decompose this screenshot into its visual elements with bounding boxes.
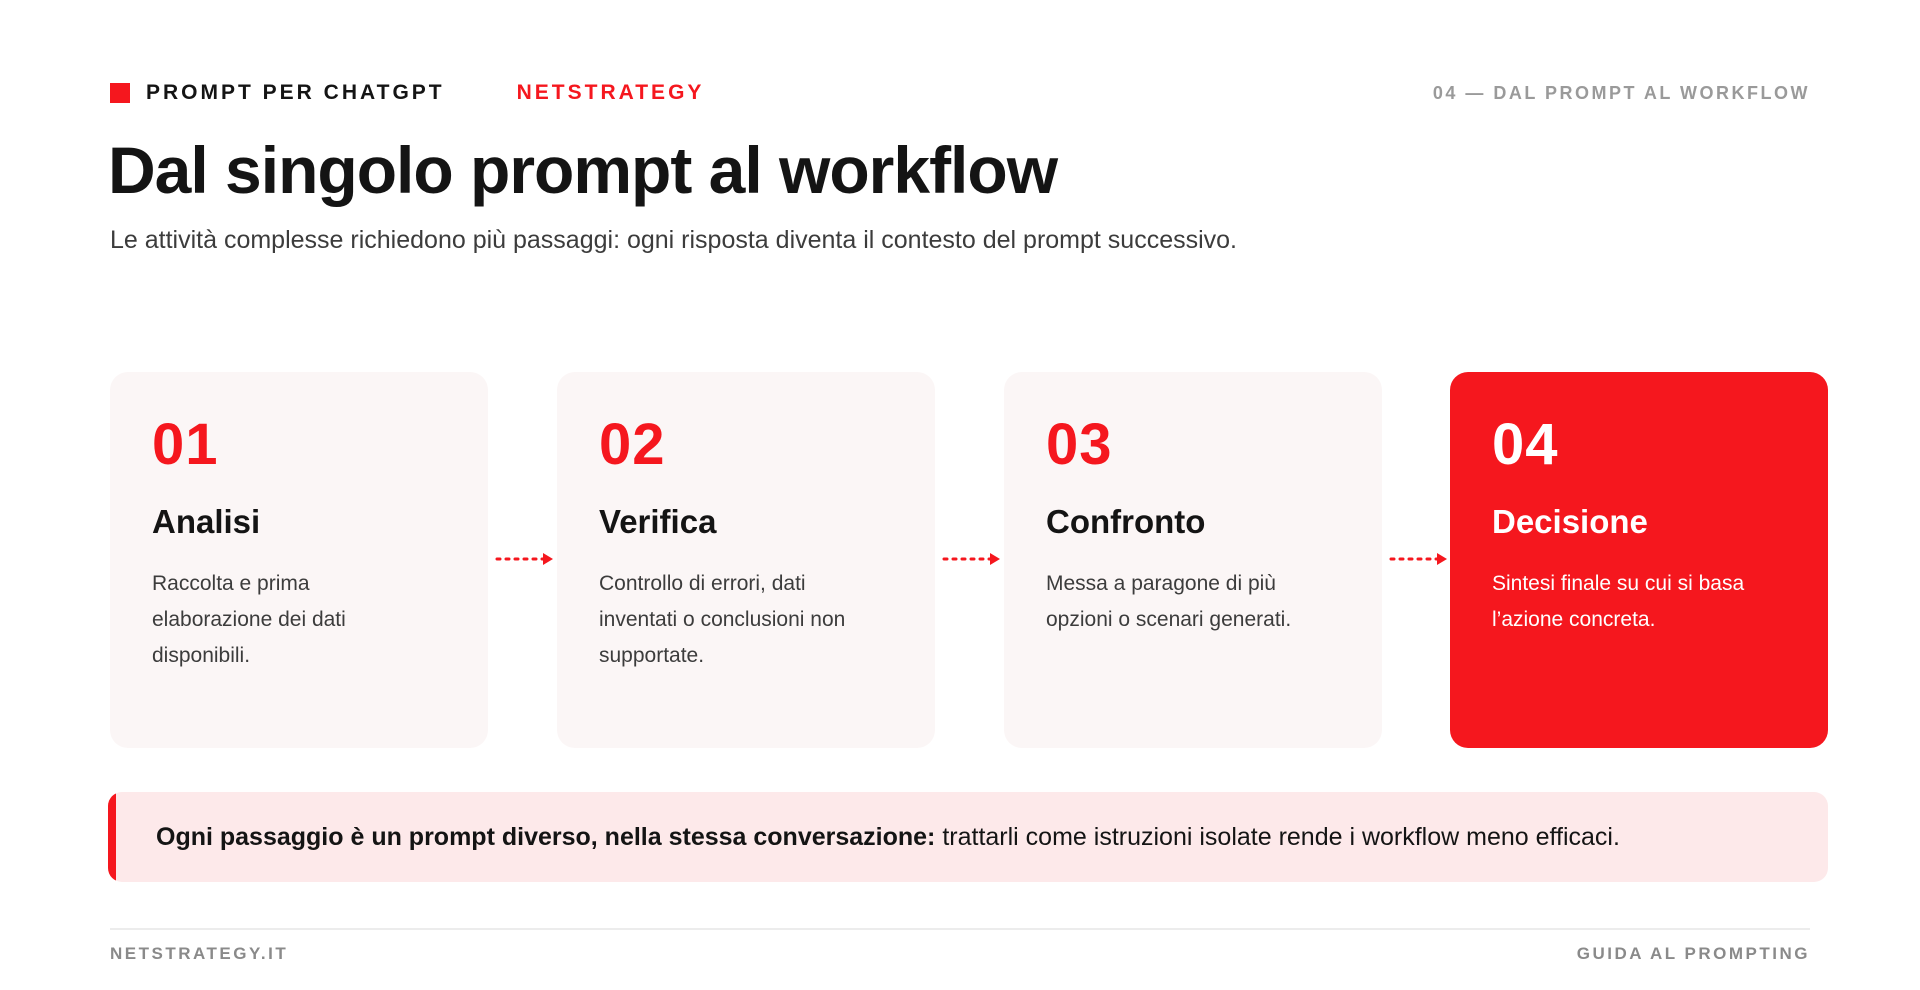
page-subtitle: Le attività complesse richiedono più passaggi: ogni risposta diventa il contesto del prompt successivo. [110, 226, 1238, 254]
step-description: Raccolta e prima elaborazione dei dati disponibili. [152, 572, 346, 668]
callout-text [156, 823, 1620, 852]
header-bar [110, 80, 1810, 106]
step-title: Analisi [152, 503, 261, 540]
brand-square-icon [110, 83, 130, 103]
step-number: 02 [599, 412, 666, 477]
step-card-analisi [110, 372, 488, 748]
brand-title: PROMPT PER CHATGPT [146, 81, 445, 104]
step-description: Messa a paragone di più opzioni o scenari generati. [1046, 572, 1292, 632]
page-title: Dal singolo prompt al workflow [108, 133, 1058, 207]
step-number: 04 [1492, 412, 1559, 477]
brand-company: NETSTRATEGY [516, 81, 705, 104]
callout-bold-text: Ogni passaggio è un prompt diverso, nella stessa conversazione: [156, 822, 936, 851]
workflow-steps [110, 372, 1828, 748]
step-number: 03 [1046, 412, 1113, 477]
step-card-verifica [557, 372, 935, 748]
step-card-decisione [1450, 372, 1828, 748]
dotted-arrow-right-icon [1389, 552, 1449, 566]
step-title: Confronto [1046, 503, 1206, 540]
dotted-arrow-right-icon [495, 552, 555, 566]
callout-body-text: trattarli come istruzioni isolate rende i workflow meno efficaci. [935, 822, 1620, 851]
section-label: 04 — DAL PROMPT AL WORKFLOW [1432, 82, 1810, 103]
step-description: Controllo di errori, dati inventati o conclusioni non supportate. [599, 572, 846, 668]
dotted-arrow-right-icon [942, 552, 1002, 566]
footer-website: NETSTRATEGY.IT [110, 944, 289, 963]
callout-note [108, 792, 1828, 882]
step-title: Decisione [1492, 503, 1648, 540]
footer-guide-label: GUIDA AL PROMPTING [1576, 944, 1810, 963]
step-title: Verifica [599, 503, 717, 540]
step-card-confronto [1004, 372, 1382, 748]
footer-divider [110, 928, 1810, 930]
step-number: 01 [152, 412, 219, 477]
step-description: Sintesi finale su cui si basa l’azione concreta. [1492, 572, 1745, 632]
callout-accent-bar [108, 792, 116, 882]
